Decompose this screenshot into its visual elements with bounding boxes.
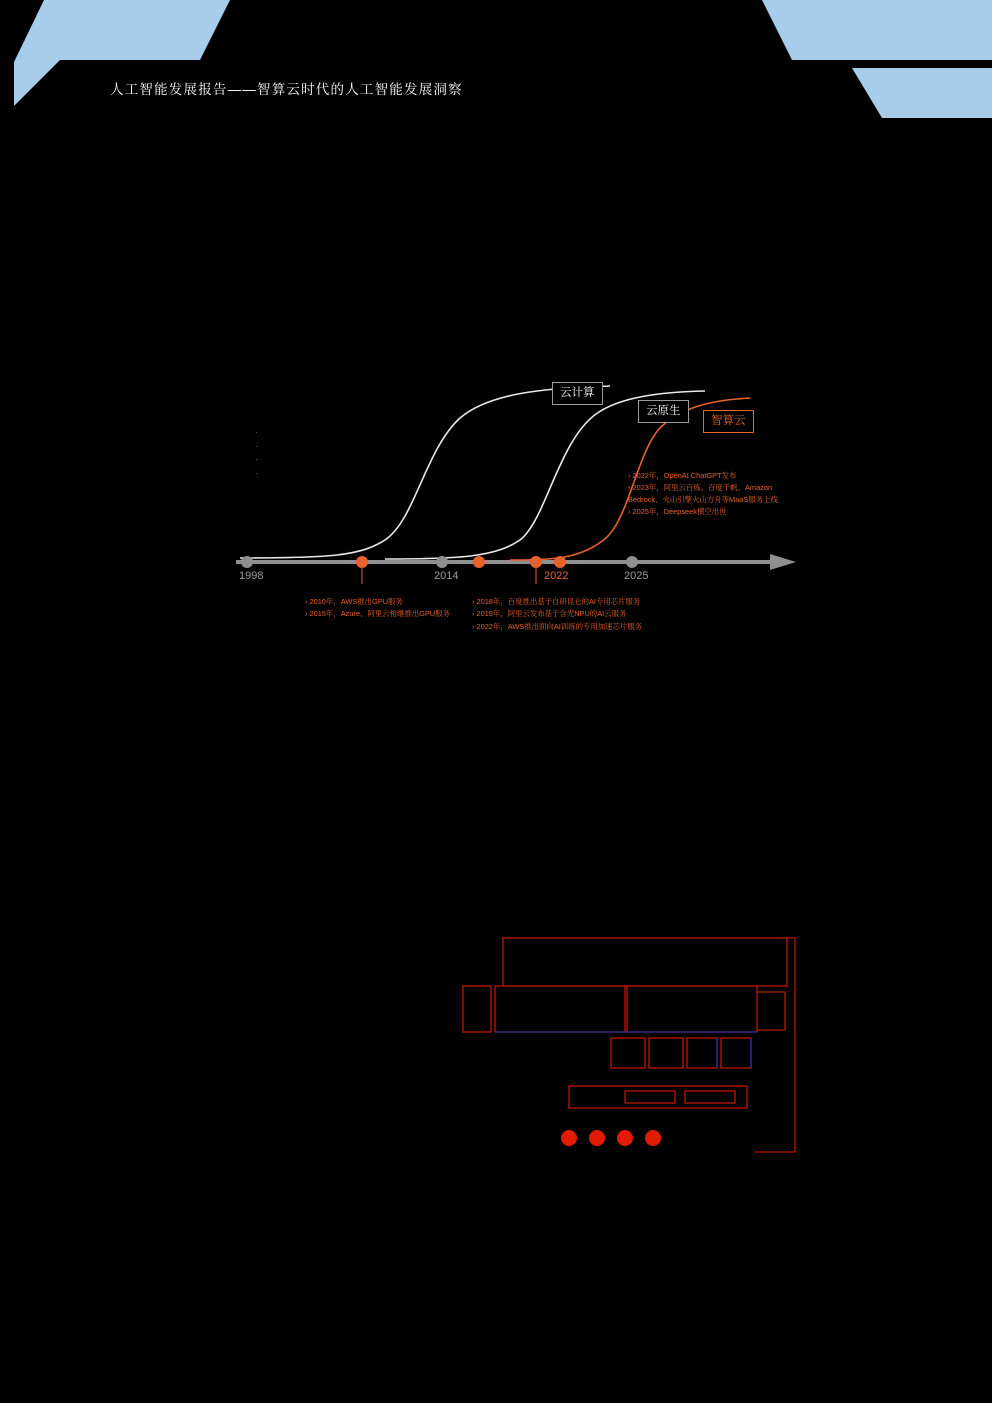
decorative-corner-top-left <box>0 0 230 120</box>
tick-dot-2022 <box>554 556 566 568</box>
wire-dot-3 <box>617 1130 633 1146</box>
faint-decorative-mark: · <box>411 502 414 511</box>
wire-small-box-4 <box>721 1038 751 1068</box>
wire-pill-strip <box>569 1086 747 1108</box>
wire-dot-1 <box>561 1130 577 1146</box>
annotation-right-item-2: › 2023年，阿里云百炼、百度千帆、Amazon Bedrock、火山引擎火山方舟等MaaS服务上线 <box>628 482 796 505</box>
axis-year-2014: 2014 <box>434 570 459 582</box>
annotation-right-item-1: › 2022年，OpenAI ChatGPT发布 <box>628 470 796 481</box>
annotation-left-item-2: › 2015年，Azure、阿里云相继推出GPU服务 <box>305 608 450 619</box>
annotation-group-right <box>628 470 796 519</box>
wire-dot-4 <box>645 1130 661 1146</box>
annotation-middle-item-2: › 2019年，阿里云发布基于含光NPU的AI云服务 <box>472 608 642 619</box>
tick-dot-2014 <box>436 556 448 568</box>
curve-cloud-computing <box>240 386 610 558</box>
wire-small-box-3 <box>687 1038 717 1068</box>
wire-dot-2 <box>589 1130 605 1146</box>
annotation-right-item-3: › 2025年，Deepseek横空出世 <box>628 506 796 517</box>
tick-dot-2025 <box>626 556 638 568</box>
page-title: 人工智能发展报告——智算云时代的人工智能发展洞察 <box>110 82 463 97</box>
tick-dot-2018 <box>530 556 542 568</box>
wire-mid-left-box <box>495 986 625 1032</box>
axis-year-2025: 2025 <box>624 570 649 582</box>
annotation-group-left <box>305 596 450 621</box>
wireframe-diagram <box>455 930 815 1180</box>
wire-small-box-2 <box>649 1038 683 1068</box>
wire-mid-right-box <box>627 986 757 1032</box>
decorative-corner-top-right <box>762 0 992 120</box>
timeline-figure <box>210 370 820 670</box>
curve-label-cloud-native: 云原生 <box>638 400 689 423</box>
annotation-middle-item-1: › 2018年，百度推出基于自研昆仑的AI专用芯片服务 <box>472 596 642 607</box>
tick-dot-2010 <box>356 556 368 568</box>
axis-year-1998: 1998 <box>239 570 264 582</box>
annotation-group-middle <box>472 596 642 633</box>
annotation-left-item-1: › 2010年，AWS推出GPU服务 <box>305 596 450 607</box>
curve-label-cloud-computing: 云计算 <box>552 382 603 405</box>
axis-vertical-dots: · · · · <box>255 427 258 478</box>
wire-pill-1 <box>625 1091 675 1103</box>
axis-year-2022: 2022 <box>544 570 569 582</box>
wire-left-small-box <box>463 986 491 1032</box>
wire-pill-2 <box>685 1091 735 1103</box>
tick-dot-2015 <box>473 556 485 568</box>
wire-dot-row <box>561 1130 661 1146</box>
wire-small-box-1 <box>611 1038 645 1068</box>
curve-label-ai-compute-cloud: 智算云 <box>703 410 754 433</box>
wire-top-wide-box <box>503 938 787 986</box>
annotation-middle-item-3: › 2022年，AWS推出面向AI训练的专用加速芯片服务 <box>472 621 642 632</box>
tick-dot-1998 <box>241 556 253 568</box>
